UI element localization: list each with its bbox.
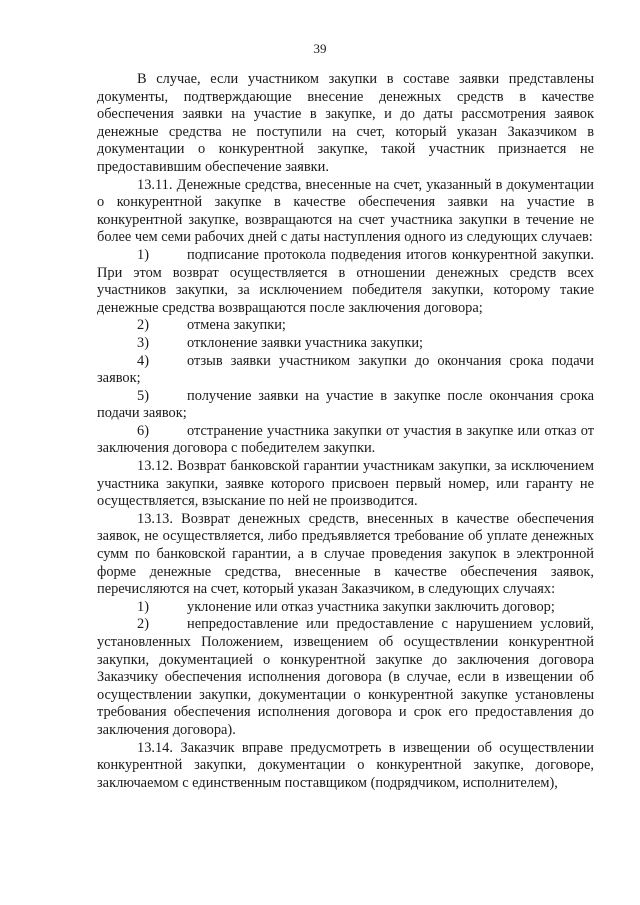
list-marker: 5)	[137, 387, 149, 404]
list-marker: 1)	[137, 246, 149, 263]
list-marker: 2)	[137, 317, 149, 334]
paragraph: В случае, если участником закупки в составе заявки представлены документы, подтверждающие внесение денежных средств в качестве обеспечения заявки на участие в закупке, и до даты рассмотрения заявок денежные средства не поступили на счет, который указан Заказчиком в документации о конкурентной закупке, такой участник признается не предоставившим обеспечение заявки.	[97, 71, 594, 175]
list-item-text: отклонение заявки участника закупки;	[187, 334, 424, 351]
document-body	[97, 71, 594, 792]
list-item-text: отстранение участника закупки от участия в закупке или отказ от заключения договора с победителем закупки.	[97, 422, 594, 457]
list-item	[97, 353, 594, 388]
list-marker: 1)	[137, 598, 149, 615]
page-number: 39	[313, 41, 327, 56]
list-item	[97, 388, 594, 423]
list-item	[97, 317, 594, 335]
paragraph: 13.14. Заказчик вправе предусмотреть в извещении об осуществлении конкурентной закупки, документации о конкурентной закупке, договоре, заключаемом с единственным поставщиком (подрядчиком, исполнителем),	[97, 739, 594, 791]
list-item	[97, 616, 594, 739]
paragraph: 13.12. Возврат банковской гарантии участникам закупки, за исключением участника закупки, заявке которого присвоен первый номер, или гаранту не осуществляется, взыскание по ней не производится.	[97, 458, 594, 510]
list-item-text: непредоставление или предоставление с нарушением условий, установленных Положением, извещением об осуществлении конкурентной закупки, документацией о конкурентной закупке до заключения договора Заказчику обеспечения исполнения договора (в случае, если в извещении об осуществлении закупки, документации о конкурентной закупке установлены требования обеспечения исполнения договора и срок его предоставления до заключения договора).	[97, 616, 594, 738]
paragraph: 13.13. Возврат денежных средств, внесенных в качестве обеспечения заявок, не осуществляется, либо предъявляется требование об уплате денежных сумм по банковской гарантии, а в случае проведения закупок в электронной форме денежные средства, внесенные в качестве обеспечения заявок, перечисляются на счет, который указан Заказчиком, в следующих случаях:	[97, 510, 594, 598]
list-marker: 3)	[137, 334, 149, 351]
list-item-text: подписание протокола подведения итогов конкурентной закупки. При этом возврат осуществляется в отношении денежных средств всех участников закупки, за исключением победителя закупки, которому такие денежные средства возвращаются после заключения договора;	[97, 246, 594, 316]
paragraph: 13.11. Денежные средства, внесенные на счет, указанный в документации о конкурентной закупке в качестве обеспечения заявки на участие в конкурентной закупке, возвращаются на счет участника закупки в течение не более чем семи рабочих дней с даты наступления одного из следующих случаев:	[97, 176, 594, 246]
list-item-text: отмена закупки;	[187, 317, 286, 334]
list-marker: 6)	[137, 422, 149, 439]
list-marker: 4)	[137, 352, 149, 369]
list-marker: 2)	[137, 616, 149, 633]
list-item-text: уклонение или отказ участника закупки заключить договор;	[187, 598, 555, 615]
list-item-text: получение заявки на участие в закупке после окончания срока подачи заявок;	[97, 387, 594, 422]
list-item	[97, 247, 594, 317]
list-item	[97, 335, 594, 353]
list-item	[97, 599, 594, 617]
list-item	[97, 423, 594, 458]
list-item-text: отзыв заявки участником закупки до окончания срока подачи заявок;	[97, 352, 594, 387]
